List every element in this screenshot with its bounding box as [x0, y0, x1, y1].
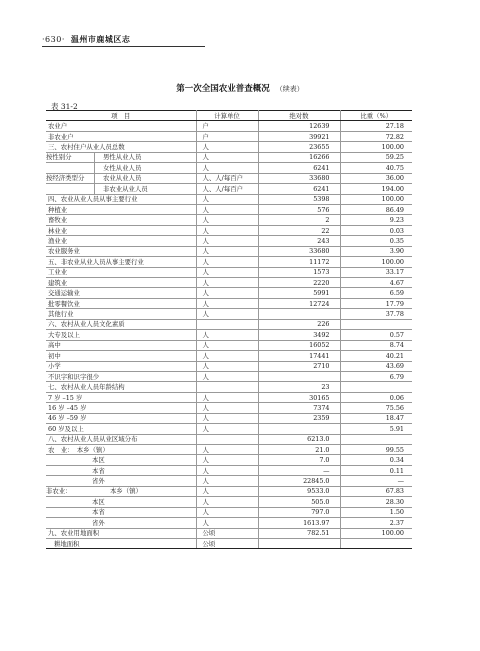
table-row: 农业服务业 人 33680 3.90	[46, 246, 412, 256]
table-row: 非农业从业人员 人、人/每百户 6241 194.00	[46, 184, 412, 194]
table-row: 交通运输业 人 5991 6.59	[46, 288, 412, 298]
table-row: 八、农村从业人员从业区域分布 6213.0	[46, 434, 412, 444]
col-header-item: 项 目	[46, 111, 196, 121]
table-row: 7 岁 –15 岁 人 30165 0.06	[46, 392, 412, 402]
table-row: 六、农村从业人员文化素质 226	[46, 319, 412, 329]
table-row: 畜牧业 人 2 9.23	[46, 215, 412, 225]
table-row: 批零餐饮业 人 12724 17.79	[46, 298, 412, 308]
table-row: 初中 人 17441 40.21	[46, 351, 412, 361]
table-row: 三、农村住户从业人员总数 人 23655 100.00	[46, 142, 412, 152]
table-row: 省外 人 22845.0 —	[46, 476, 412, 486]
table-row: 46 岁 –59 岁 人 2359 18.47	[46, 413, 412, 423]
table-row: 16 岁 –45 岁 人 7374 75.56	[46, 403, 412, 413]
table-row: 女性从业人员 人 6241 40.75	[46, 163, 412, 173]
page-number: ·630·	[42, 35, 65, 44]
table-row: 本区 人 7.0 0.34	[46, 455, 412, 465]
table-row: 高中 人 16052 8.74	[46, 340, 412, 350]
table-row: 本区 人 505.0 28.30	[46, 497, 412, 507]
table-row: 建筑业 人 2220 4.67	[46, 278, 412, 288]
row-group-label: 按经济类型分	[46, 174, 95, 183]
table-row: 四、农业从业人员从事主要行业 人 5398 100.00	[46, 194, 412, 204]
table-row: 不识字和识字很少 人 6.79	[46, 371, 412, 381]
table-row: 小学 人 2710 43.69	[46, 361, 412, 371]
row-group-label: 按性别分	[46, 153, 95, 162]
title-continued: （续表）	[275, 85, 304, 93]
title-main: 第一次全国农业普查概况	[176, 84, 270, 94]
table-row: 工业业 人 1573 33.17	[46, 267, 412, 277]
table-row: 渔业业 人 243 0.35	[46, 236, 412, 246]
book-title: 温州市鹿城区志	[70, 34, 131, 44]
table-row: 本省 人 — 0.11	[46, 465, 412, 475]
table-number: 表 31-2	[51, 102, 78, 111]
col-header-value: 绝对数	[258, 111, 340, 121]
table-row: 五、非农业从业人员从事主要行业 人 11172 100.00	[46, 257, 412, 267]
census-table	[46, 110, 412, 549]
table-row: 本省 人 797.0 1.50	[46, 507, 412, 517]
table-row: 农业户 户 12639 27.18	[46, 121, 412, 131]
table-title	[0, 82, 480, 94]
col-header-unit: 计算单位	[196, 111, 258, 121]
table-row: 大专及以上 人 3492 0.57	[46, 330, 412, 340]
table-row: 非农业： 本乡（镇） 人 9533.0 67.83	[46, 486, 412, 496]
header-rule	[42, 46, 205, 47]
table-row: 非农业户 户 39921 72.82	[46, 131, 412, 141]
table-row: 农 业： 本乡（镇） 人 21.0 99.55	[46, 445, 412, 455]
col-header-ratio: 比重（%）	[340, 111, 412, 121]
running-header	[42, 34, 130, 45]
table-row: 省外 人 1613.97 2.37	[46, 518, 412, 528]
table-row: 九、农业用地面积 公顷 782.51 100.00	[46, 528, 412, 538]
row-group-label: 非农业：	[46, 487, 72, 496]
header-row	[46, 111, 412, 121]
table-row: 60 岁及以上 人 5.91	[46, 424, 412, 434]
table-row: 其他行业 人 37.78	[46, 309, 412, 319]
table-row: 种植业 人 576 86.49	[46, 204, 412, 214]
table-row: 按性别分 男性从业人员 人 16266 59.25	[46, 152, 412, 162]
table-row: 林业业 人 22 0.03	[46, 225, 412, 235]
table-row: 按经济类型分 农业从业人员 人、人/每百户 33680 36.00	[46, 173, 412, 183]
table-row: 耕地面积 公顷	[46, 538, 412, 548]
table-row: 七、农村从业人员年龄结构 23	[46, 382, 412, 392]
